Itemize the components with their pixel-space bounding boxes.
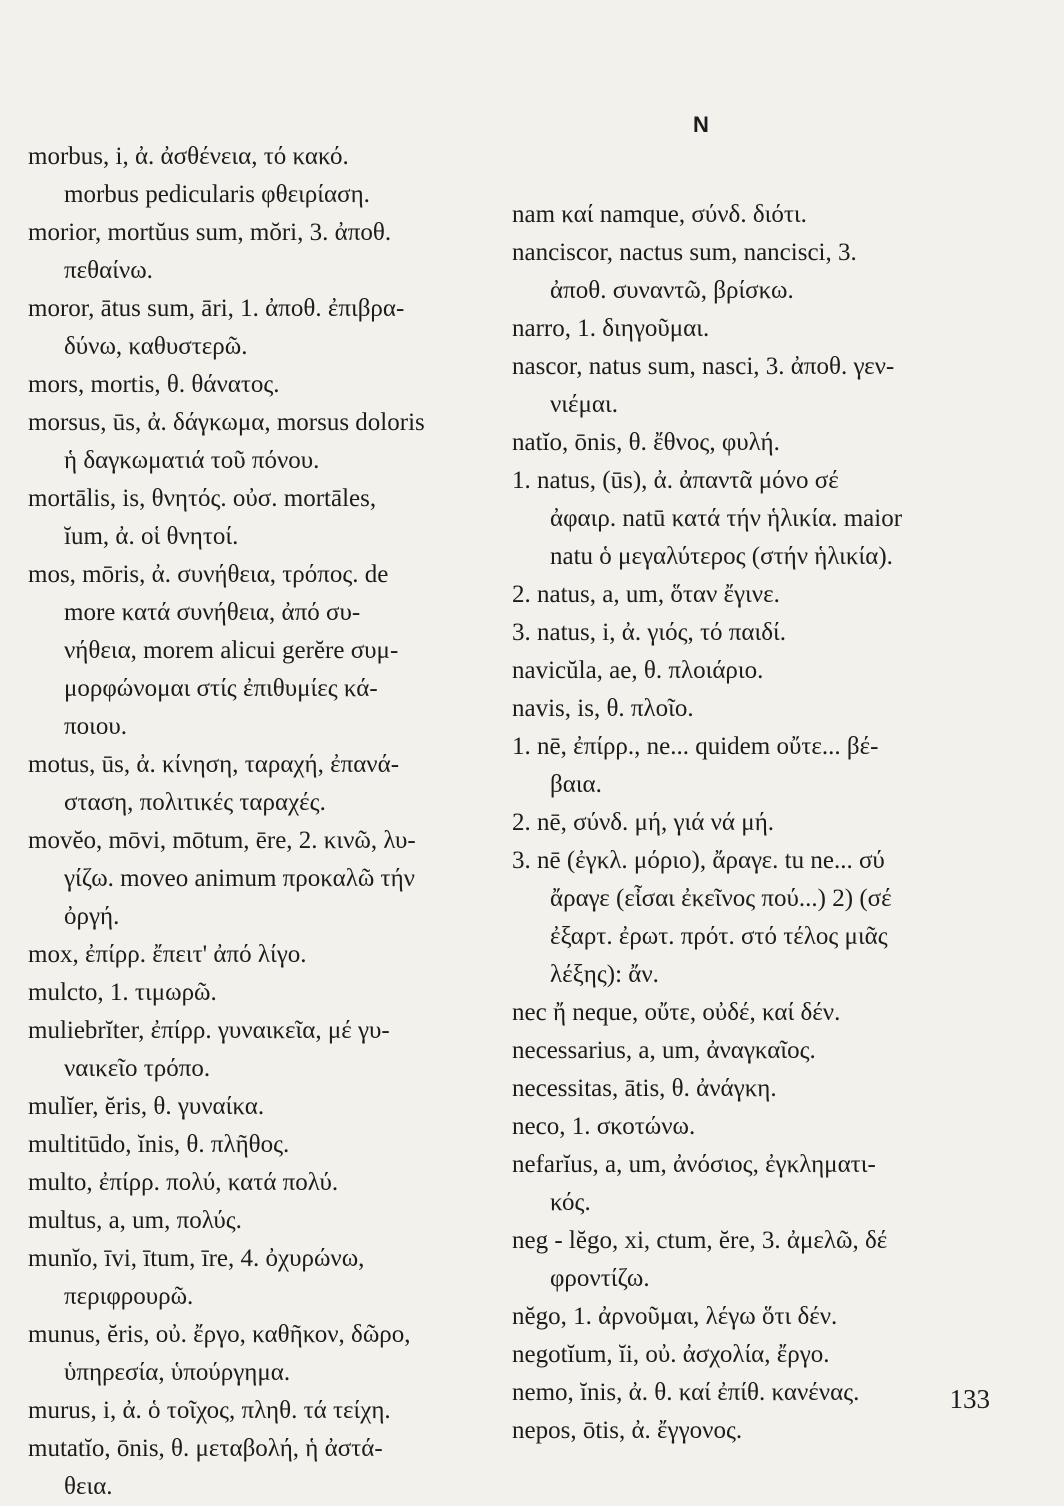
entry-line: mutatĭo, ōnis, θ. μεταβολή, ἡ ἀστά- [28,1435,383,1462]
entry-line: ἄραγε (εἶσαι ἐκεῖνος πού...) 2) (σέ [550,885,892,912]
right-column-entry [512,424,982,462]
left-column-entry [28,746,513,822]
entry-line: natu ὁ μεγαλύτερος (στήν ἡλικία). [550,543,893,570]
entry-line: negotĭum, ĭi, οὐ. ἀσχολία, ἔργο. [512,1341,830,1368]
left-column-entry [28,936,513,974]
entry-line: δύνω, καθυστερῶ. [64,333,248,360]
right-column-entry [512,1108,982,1146]
right-column-entry [512,348,982,424]
entry-line: ὑπηρεσία, ὑπούργημα. [64,1359,291,1386]
left-column-entry [28,1430,513,1506]
entry-line: muliebrĭter, ἐπίρρ. γυναικεῖα, μέ γυ- [28,1017,390,1044]
entry-line: νήθεια, morem alicui gerĕre συμ- [64,637,399,664]
entry-line: πεθαίνω. [64,257,153,284]
right-column-entry [512,1070,982,1108]
entry-line: λέξης): ἄν. [550,961,659,988]
entry-line: moror, ātus sum, āri, 1. ἀποθ. ἐπιβρα- [28,295,405,322]
right-column-entry [512,196,982,234]
right-column-entry [512,462,982,576]
entry-line: 2. natus, a, um, ὅταν ἔγινε. [512,581,780,608]
entry-line: multo, ἐπίρρ. πολύ, κατά πολύ. [28,1169,339,1196]
entry-line: nec ἤ neque, οὔτε, οὐδέ, καί δέν. [512,999,841,1026]
entry-line: munĭo, īvi, ītum, īre, 4. ὀχυρώνω, [28,1245,365,1272]
entry-line: 1. natus, (ūs), ἀ. ἀπαντᾶ μόνο σέ [512,467,839,494]
entry-line: 1. nē, ἐπίρρ., ne... quidem οὔτε... βέ- [512,733,879,760]
entry-line: θεια. [64,1473,113,1500]
entry-line: morsus, ūs, ἀ. δάγκωμα, morsus doloris [28,409,425,436]
entry-line: mortālis, is, θνητός. οὐσ. mortāles, [28,485,377,512]
entry-line: mox, ἐπίρρ. ἔπειτ' ἀπό λίγο. [28,941,307,968]
right-column-entry [512,804,982,842]
right-column-entry [512,1336,982,1374]
entry-line: nepos, ōtis, ἀ. ἔγγονος. [512,1417,743,1444]
entry-line: neg - lĕgo, xi, ctum, ĕre, 3. ἀμελῶ, δέ [512,1227,888,1254]
entry-line: ĭum, ἀ. οἱ θνητοί. [64,523,239,550]
right-column-entry [512,728,982,804]
entry-line: narro, 1. διηγοῦμαι. [512,315,710,342]
left-column-entry [28,1164,513,1202]
entry-line: nam καί namque, σύνδ. διότι. [512,201,807,228]
entry-line: nefarĭus, a, um, ἀνόσιος, ἐγκληματι- [512,1151,876,1178]
entry-line: ἀφαιρ. natū κατά τήν ἡλικία. maior [550,505,903,532]
left-column-entry [28,290,513,366]
entry-line: νιέμαι. [550,391,619,418]
entry-line: necessitas, ātis, θ. ἀνάγκη. [512,1075,777,1102]
entry-line: 2. nē, σύνδ. μή, γιά νά μή. [512,809,775,836]
entry-line: neco, 1. σκοτώνω. [512,1113,696,1140]
entry-line: ναικεῖο τρόπο. [64,1055,211,1082]
entry-line: σταση, πολιτικές ταραχές. [64,789,326,816]
entry-line: navicŭla, ae, θ. πλοιάριο. [512,657,764,684]
entry-line: motus, ūs, ἀ. κίνηση, ταραχή, ἐπανά- [28,751,400,778]
left-column-entry [28,366,513,404]
entry-line: nĕgo, 1. ἀρνοῦμαι, λέγω ὅτι δέν. [512,1303,838,1330]
right-column-entry [512,310,982,348]
left-column-entry [28,176,513,214]
right-column-entry [512,1222,982,1298]
entry-line: more κατά συνήθεια, ἀπό συ- [64,599,361,626]
right-column-entry [512,234,982,310]
entry-line: mos, mōris, ἀ. συνήθεια, τρόπος. de [28,561,389,588]
left-column-entry [28,1126,513,1164]
entry-line: βαια. [550,771,602,798]
left-column-entry [28,1240,513,1316]
right-column-entry [512,1146,982,1222]
entry-line: natĭo, ōnis, θ. ἔθνος, φυλή. [512,429,780,456]
entry-line: multus, a, um, πολύς. [28,1207,242,1234]
left-column-entry [28,822,513,936]
entry-line: ἐξαρτ. ἐρωτ. πρότ. στό τέλος μιᾶς [550,923,888,950]
entry-line: μορφώνομαι στίς ἐπιθυμίες κά- [64,675,378,702]
entry-line: murus, i, ἀ. ὁ τοῖχος, πληθ. τά τείχη. [28,1397,391,1424]
left-column-entry [28,556,513,746]
entry-line: mors, mortis, θ. θάνατος. [28,371,280,398]
entry-line: κός. [550,1189,591,1216]
right-column-entry [512,614,982,652]
right-column-entry [512,994,982,1032]
left-column-entry [28,138,513,176]
left-column-entry [28,1392,513,1430]
entry-line: nemo, ĭnis, ἀ. θ. καί ἐπίθ. κανένας. [512,1379,860,1406]
left-column-entry [28,1202,513,1240]
entry-line: navis, is, θ. πλοῖο. [512,695,694,722]
entry-line: φροντίζω. [550,1265,650,1292]
page-number: 133 [949,1384,990,1414]
right-column-entry [512,576,982,614]
entry-line: mulĭer, ĕris, θ. γυναίκα. [28,1093,265,1120]
right-column-entry [512,842,982,994]
entry-line: multitūdo, ĭnis, θ. πλῆθος. [28,1131,290,1158]
entry-line: ἡ δαγκωματιά τοῦ πόνου. [64,447,320,474]
entry-line: περιφρουρῶ. [64,1283,194,1310]
right-column-entry [512,1374,982,1412]
right-column-entry [512,690,982,728]
left-column-entry [28,1088,513,1126]
entry-line: ἀποθ. συναντῶ, βρίσκω. [550,277,794,304]
entry-line: ποιου. [64,713,127,740]
section-letter: N [693,112,709,137]
left-column-entry [28,214,513,290]
entry-line: necessarius, a, um, ἀναγκαῖος. [512,1037,816,1064]
left-column-entry [28,480,513,556]
entry-line: morbus, i, ἀ. ἀσθένεια, τό κακό. [28,143,349,170]
entry-line: γίζω. moveo animum προκαλῶ τήν [64,865,415,892]
right-column-entry [512,1298,982,1336]
entry-line: morbus pedicularis φθειρίαση. [64,181,370,208]
entry-line: 3. natus, i, ἀ. γιός, τό παιδί. [512,619,786,646]
left-column-entry [28,974,513,1012]
right-column-entry [512,1032,982,1070]
entry-line: morior, mortŭus sum, mŏri, 3. ἀποθ. [28,219,392,246]
entry-line: munus, ĕris, οὐ. ἔργο, καθῆκον, δῶρο, [28,1321,411,1348]
entry-line: nascor, natus sum, nasci, 3. ἀποθ. γεν- [512,353,895,380]
entry-line: movĕo, mōvi, mōtum, ēre, 2. κινῶ, λυ- [28,827,416,854]
entry-line: 3. nē (ἐγκλ. μόριο), ἄραγε. tu ne... σύ [512,847,885,874]
right-column-entry [512,652,982,690]
left-column-entry [28,1012,513,1088]
entry-line: nanciscor, nactus sum, nancisci, 3. [512,239,857,266]
entry-line: ὀργή. [64,903,120,930]
left-column-entry [28,404,513,480]
entry-line: mulcto, 1. τιμωρῶ. [28,979,217,1006]
left-column-entry [28,1316,513,1392]
right-column-entry [512,1412,982,1450]
